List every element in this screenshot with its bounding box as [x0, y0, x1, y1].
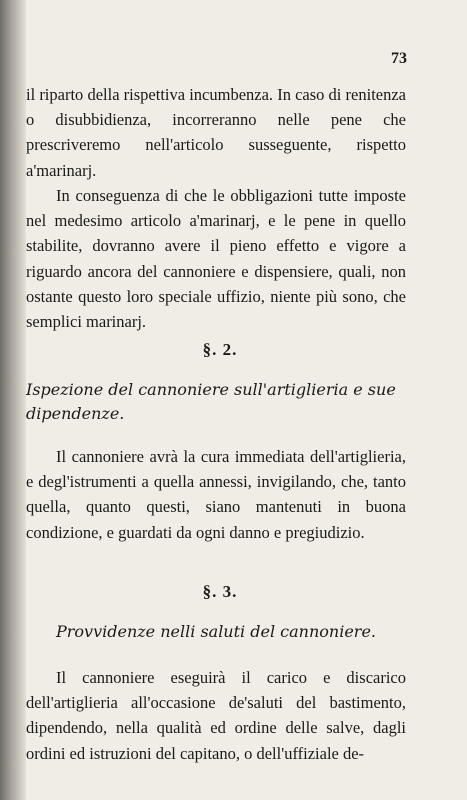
paragraph-3: Il cannoniere avrà la cura immediata dell'artiglieria, e degl'istrumenti a quella annessi, invigilando, che, tanto quella, quanto questi, siano mantenuti in buona condizione, e guardati da ogni danno e pregiudizio. [26, 447, 406, 542]
paragraph-4: Il cannoniere eseguirà il carico e discarico dell'artiglieria all'occasione de'saluti del bastimento, dipendendo, nella qualità ed ordine delle salve, dagli ordini ed istruzioni del capitano, o dell'uffiziale de- [26, 668, 406, 763]
paragraph-2: In conseguenza di che le obbligazioni tutte imposte nel medesimo articolo a'marinarj, e le pene in quello stabilite, dovranno avere il pieno effetto e vigore a riguardo ancora del cannoniere e dispensiere, quali, non ostante questo loro speciale uffizio, niente più sono, che semplici marinarj. [26, 186, 406, 332]
page-gutter-shadow [0, 0, 26, 800]
section-3-title: Provvidenze nelli saluti del cannoniere. [55, 622, 376, 641]
paragraph-1: il riparto della rispettiva incumbenza. In caso di renitenza o disubbidienza, incorreranno nelle pene che prescriveremo nell'articolo susseguente, rispetto a'marinarj. [26, 85, 406, 180]
page-number: 73 [391, 50, 407, 67]
section-2-heading: §. 2. [202, 340, 238, 359]
section-3-heading: §. 3. [202, 582, 238, 601]
section-2-title: Ispezione del cannoniere sull'artiglieria e sue dipendenze. [26, 380, 396, 423]
